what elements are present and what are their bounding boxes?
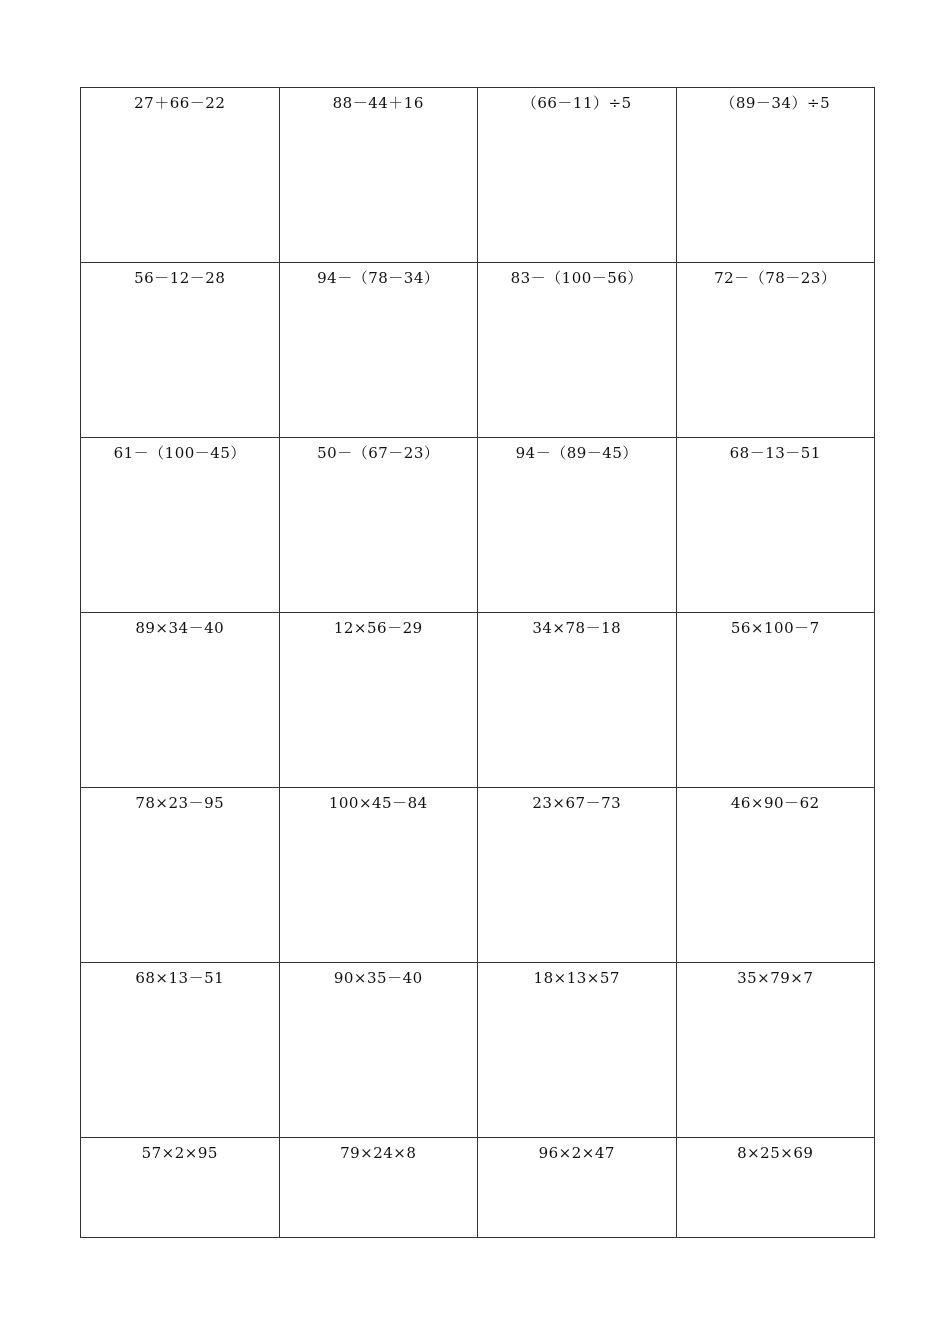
problem-cell [81, 88, 280, 263]
problem-cell [676, 1138, 875, 1238]
problem-expression: 94－（78－34） [317, 269, 440, 287]
problem-expression: 12×56－29 [333, 619, 423, 637]
problem-row [81, 438, 875, 613]
problem-row [81, 963, 875, 1138]
problem-expression: 56×100－7 [730, 619, 820, 637]
problem-cell [478, 263, 677, 438]
problem-row [81, 788, 875, 963]
problem-cell [478, 613, 677, 788]
problem-expression: 72－（78－23） [714, 269, 837, 287]
problem-cell [676, 263, 875, 438]
problem-cell [676, 788, 875, 963]
problem-row [81, 263, 875, 438]
problem-expression: 78×23－95 [135, 794, 225, 812]
problem-cell [279, 1138, 478, 1238]
problem-expression: 35×79×7 [737, 969, 814, 987]
problem-cell [81, 963, 280, 1138]
problem-cell [279, 438, 478, 613]
problem-expression: 96×2×47 [538, 1144, 615, 1162]
problem-expression: 27＋66－22 [134, 94, 226, 112]
problem-row [81, 88, 875, 263]
problem-cell [478, 1138, 677, 1238]
problem-expression: 100×45－84 [328, 794, 428, 812]
problem-cell [478, 963, 677, 1138]
problem-expression: 61－（100－45） [113, 444, 246, 462]
problem-expression: （89－34）÷5 [720, 94, 831, 112]
problem-expression: 50－（67－23） [317, 444, 440, 462]
problem-grid [80, 87, 875, 1238]
problem-row [81, 613, 875, 788]
problem-expression: 8×25×69 [737, 1144, 814, 1162]
problem-cell [279, 88, 478, 263]
problem-cell [81, 263, 280, 438]
problem-cell [478, 88, 677, 263]
problem-row [81, 1138, 875, 1238]
problem-cell [478, 788, 677, 963]
problem-expression: 83－（100－56） [510, 269, 643, 287]
problem-expression: 90×35－40 [333, 969, 423, 987]
problem-expression: 79×24×8 [340, 1144, 417, 1162]
problem-expression: 56－12－28 [134, 269, 226, 287]
problem-expression: 23×67－73 [532, 794, 622, 812]
problem-expression: 94－（89－45） [515, 444, 638, 462]
problem-cell [676, 438, 875, 613]
problem-cell [279, 263, 478, 438]
problem-expression: 34×78－18 [532, 619, 622, 637]
problem-cell [81, 438, 280, 613]
problem-cell [279, 613, 478, 788]
problem-expression: 18×13×57 [533, 969, 620, 987]
problem-expression: 89×34－40 [135, 619, 225, 637]
problem-cell [81, 788, 280, 963]
problem-cell [81, 613, 280, 788]
problem-expression: 46×90－62 [730, 794, 820, 812]
problem-expression: 68－13－51 [729, 444, 821, 462]
problem-cell [676, 613, 875, 788]
problem-cell [676, 963, 875, 1138]
problem-cell [478, 438, 677, 613]
problem-expression: 57×2×95 [141, 1144, 218, 1162]
problem-expression: 68×13－51 [135, 969, 225, 987]
problem-cell [81, 1138, 280, 1238]
problem-cell [279, 963, 478, 1138]
problem-expression: 88－44＋16 [332, 94, 424, 112]
problem-cell [279, 788, 478, 963]
problem-expression: （66－11）÷5 [521, 94, 632, 112]
problem-cell [676, 88, 875, 263]
